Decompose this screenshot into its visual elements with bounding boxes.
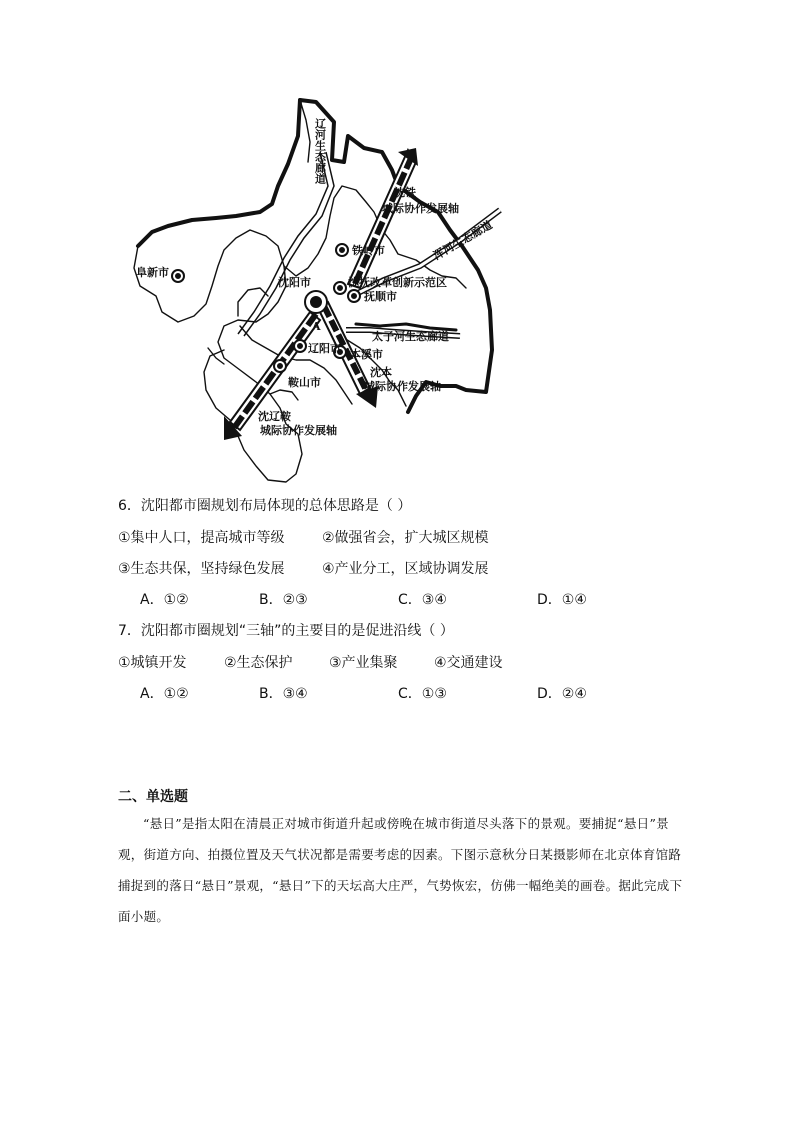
fuxin-boundary: [138, 100, 300, 246]
q6-statement-3: ③生态共保，坚持绿色发展: [118, 561, 285, 577]
q7-statement-3: ③产业集聚: [329, 655, 398, 671]
q7-option-d[interactable]: D．②④: [537, 686, 587, 702]
label-shenyang: 沈阳市: [278, 276, 311, 289]
q6-statement-2: ②做强省会，扩大城区规模: [322, 530, 489, 546]
label-fushun: 抚顺市: [364, 290, 397, 303]
label-point-a: A: [312, 320, 321, 333]
q6-option-d[interactable]: D．①④: [537, 592, 587, 608]
q7-statement-2: ②生态保护: [224, 655, 293, 671]
label-shenben-axis-1: 沈本: [370, 366, 392, 379]
label-shenliaoan-axis-1: 沈辽鞍: [258, 410, 291, 423]
metro-outer-boundary: [300, 100, 492, 412]
q7-statement-4: ④交通建设: [434, 655, 503, 671]
metro-map: [120, 90, 510, 490]
label-shenben-axis-2: 城际协作发展轴: [364, 380, 441, 393]
q6-statement-1: ①集中人口，提高城市等级: [118, 530, 285, 546]
metro-map-svg: [120, 90, 510, 490]
q6-statement-4: ④产业分工，区域协调发展: [322, 561, 489, 577]
q7-stem: 7．沈阳都市圈规划“三轴”的主要目的是促进沿线（ ）: [118, 623, 454, 639]
q7-option-c[interactable]: C．①③: [398, 686, 447, 702]
section-paragraph: “悬日”是指太阳在清晨正对城市街道升起或傍晚在城市街道尽头落下的景观。要捕捉“悬日”景观，街道方向、拍摄位置及天气状况都是需要考虑的因素。下图示意秋分日某摄影师在北京体育馆路捕捉到的落日“悬日”景观，“悬日”下的天坛高大庄严，气势恢宏，仿佛一幅绝美的画卷。据此完成下面小题。: [118, 816, 683, 924]
label-anshan: 鞍山市: [288, 376, 321, 389]
q6-option-c[interactable]: C．③④: [398, 592, 447, 608]
shentie-axis: [348, 150, 416, 288]
label-benxi: 本溪市: [350, 348, 383, 361]
section-title: 二、单选题: [118, 789, 188, 805]
label-shentie-axis-1: 沈铁: [394, 186, 416, 199]
q7-option-a[interactable]: A．①②: [140, 686, 189, 702]
label-liaohe-corridor: 辽河生态廊道: [313, 118, 327, 184]
label-taizihe-corridor: 太子河生态廊道: [372, 330, 449, 343]
q6-option-a[interactable]: A．①②: [140, 592, 189, 608]
label-tieling: 铁岭市: [352, 244, 385, 257]
q7-statement-1: ①城镇开发: [118, 655, 187, 671]
label-fuxin: 阜新市: [136, 266, 169, 279]
label-shenliaoan-axis-2: 城际协作发展轴: [260, 424, 337, 437]
label-hunhe-corridor: 浑河生态廊道: [431, 218, 495, 263]
q6-stem: 6．沈阳都市圈规划布局体现的总体思路是（ ）: [118, 498, 412, 514]
label-shentie-axis-2: 城际协作发展轴: [382, 202, 459, 215]
label-shenfu-zone: 沈抚改革创新示范区: [348, 276, 447, 289]
label-liaoyang: 辽阳市: [308, 342, 341, 355]
q6-option-b[interactable]: B．②③: [259, 592, 308, 608]
q7-option-b[interactable]: B．③④: [259, 686, 308, 702]
